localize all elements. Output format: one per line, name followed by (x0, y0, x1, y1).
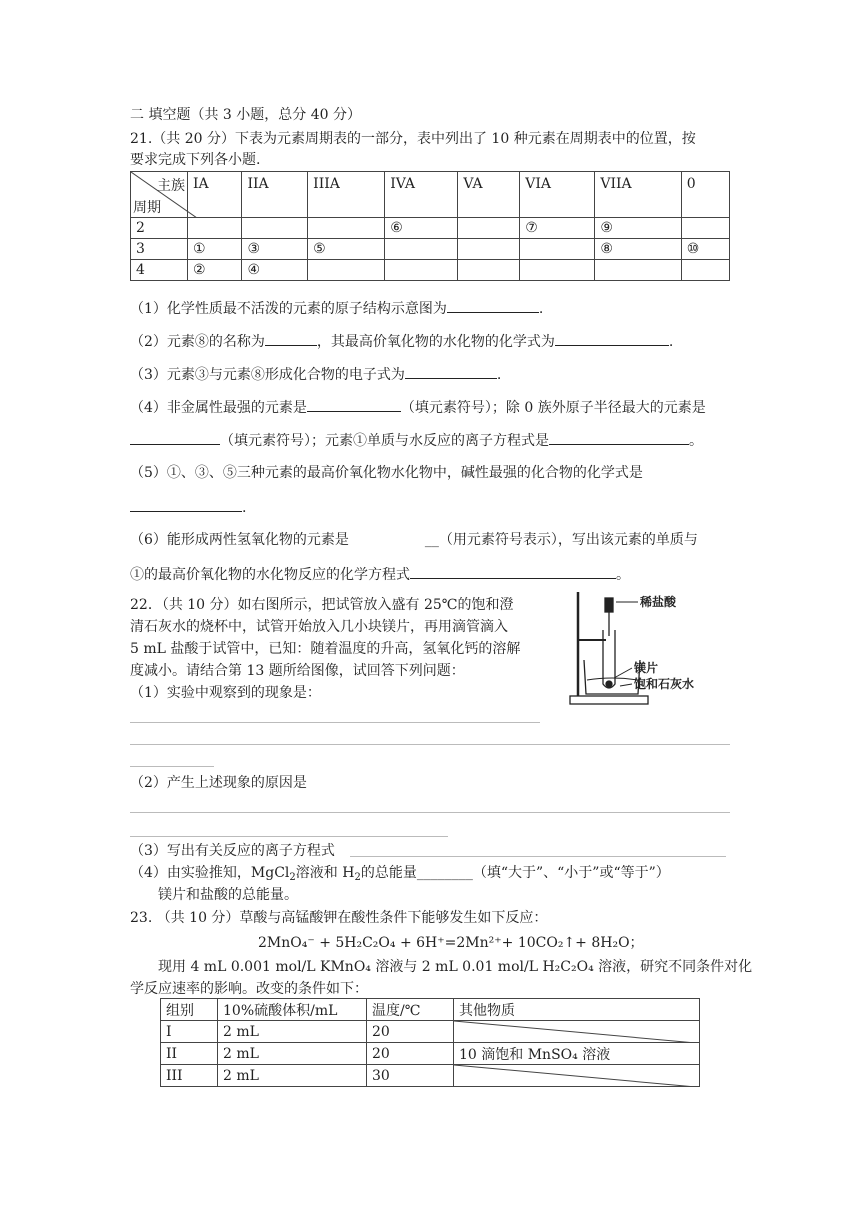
answer-line (130, 812, 730, 813)
element-cell: ⑨ (595, 218, 681, 239)
leader-line (620, 684, 632, 686)
q21-part4-text-b: （填元素符号）；除 0 族外原子半径最大的元素是 (400, 400, 706, 416)
q22-sub2: （2）产生上述现象的原因是 (130, 775, 307, 791)
element-cell (308, 218, 385, 239)
conditions-table (160, 998, 700, 1087)
element-cell: ⑦ (520, 218, 595, 239)
column-header: 组别 (161, 999, 218, 1021)
beaker (584, 660, 640, 694)
element-cell (385, 239, 458, 260)
group-header: IIIA (308, 172, 385, 218)
answer-blank (265, 331, 317, 346)
period-mark: . (538, 301, 544, 317)
answer-blank (405, 364, 497, 379)
q23-line2: 现用 4 mL 0.001 mol/L KMnO₄ 溶液与 2 mL 0.01 mol/L H₂C₂O₄ 溶液，研究不同条件对化 (158, 959, 753, 975)
group-header: VIA (520, 172, 595, 218)
table-cell: 30 (367, 1065, 454, 1087)
table-cell: 10 滴饱和 MnSO₄ 溶液 (454, 1043, 700, 1065)
q22-sub4-line2: 镁片和盐酸的总能量。 (158, 887, 298, 903)
column-header: 10%硫酸体积/mL (218, 999, 367, 1021)
group-header: VIIA (595, 172, 681, 218)
subscript: 2 (354, 872, 361, 883)
lime-water-surface (587, 678, 638, 680)
table-row (161, 1021, 700, 1043)
corner-bottom-label: 周期 (133, 200, 161, 216)
periodic-table (130, 171, 730, 281)
answer-blank (447, 298, 539, 313)
q22-sub3: （3）写出有关反应的离子方程式 (130, 843, 335, 859)
table-cell: I (161, 1021, 218, 1043)
corner-top-label: 主族 (157, 178, 185, 194)
q21-part6-text-a: （6）能形成两性氢氧化物的元素是 (130, 532, 349, 548)
element-cell (188, 218, 242, 239)
section-title: 二 填空题（共 3 小题，总分 40 分） (130, 107, 361, 123)
table-cell: 2 mL (218, 1065, 367, 1087)
q21-part2-text-a: （2）元素⑧的名称为 (130, 334, 265, 350)
element-cell (520, 260, 595, 281)
q21-part2-text-b: ，其最高价氧化物的水化物的化学式为 (316, 334, 555, 350)
q21-part3 (130, 364, 501, 384)
group-header: IVA (385, 172, 458, 218)
q21-part5-line2 (130, 497, 246, 517)
table-row (161, 1043, 700, 1065)
period-cell: 4 (131, 260, 188, 281)
element-cell (520, 239, 595, 260)
q23-equation: 2MnO₄⁻ + 5H₂C₂O₄ + 6H⁺=2Mn²⁺+ 10CO₂↑+ 8H₂O； (258, 935, 644, 951)
element-cell: ⑤ (308, 239, 385, 260)
q21-part6-text-b: __（用元素符号表示），写出该元素的单质与 (424, 532, 698, 548)
q21-intro-line2: 要求完成下列各小题. (130, 152, 261, 168)
subscript: 2 (289, 872, 296, 883)
group-header: 0 (681, 172, 729, 218)
element-cell: ③ (242, 239, 308, 260)
q22-sub4-text-a: （4）由实验推知，MgCl (130, 865, 290, 881)
q21-part4-line1 (130, 397, 706, 417)
element-cell: ① (188, 239, 242, 260)
table-cell: 20 (367, 1021, 454, 1043)
period-mark: . (242, 500, 247, 516)
period-cell: 2 (131, 218, 188, 239)
table-cell: III (161, 1065, 218, 1087)
q21-part5-line1: （5）①、③、⑤三种元素的最高价氧化物水化物中，碱性最强的化合物的化学式是 (130, 465, 643, 481)
label-mg-strip: 镁片 (634, 661, 659, 675)
answer-blank (555, 331, 669, 346)
group-header: IIA (242, 172, 308, 218)
stand-base (570, 696, 648, 704)
q21-part4-line2 (130, 430, 703, 450)
q21-part1 (130, 298, 543, 318)
answer-blank (307, 397, 401, 412)
q23-line1: 23. （共 10 分）草酸与高锰酸钾在酸性条件下能够发生如下反应： (130, 910, 548, 926)
answer-line (130, 836, 448, 837)
q21-part4-text-a: （4）非金属性最强的元素是 (130, 400, 307, 416)
element-cell: ⑧ (595, 239, 681, 260)
column-header: 其他物质 (454, 999, 700, 1021)
element-cell (458, 218, 520, 239)
table-cell-crossed (454, 1021, 700, 1043)
table-row (131, 239, 730, 260)
table-header-row (161, 999, 700, 1021)
element-cell (385, 260, 458, 281)
period-mark: 。 (616, 567, 630, 583)
answer-line (130, 722, 540, 723)
table-cell: II (161, 1043, 218, 1065)
element-cell: ② (188, 260, 242, 281)
label-dilute-hcl: 稀盐酸 (640, 595, 677, 609)
test-tube (603, 630, 615, 688)
q23-line3: 学反应速率的影响。改变的条件如下： (130, 981, 368, 997)
column-header: 温度/℃ (367, 999, 454, 1021)
answer-line (130, 766, 214, 767)
element-cell: ④ (242, 260, 308, 281)
table-row (161, 1065, 700, 1087)
q22-sub4-text-e: 的总能量________（填“大于”、“小于”或“等于”） (360, 865, 670, 881)
element-cell (681, 218, 729, 239)
table-cell: 2 mL (218, 1043, 367, 1065)
answer-blank (130, 497, 242, 512)
table-corner-cell (131, 172, 188, 218)
q21-part6-text-c: ①的最高价氧化物的水化物反应的化学方程式 (130, 567, 410, 583)
magnesium-strips (606, 681, 612, 687)
dropper-bulb (605, 598, 613, 612)
q21-part2 (130, 331, 673, 351)
diagonal-line (454, 1065, 696, 1087)
period-mark: . (668, 334, 674, 350)
diagonal-line (454, 1021, 696, 1043)
q22-sub4 (130, 864, 670, 887)
answer-line (130, 744, 730, 745)
table-row (131, 260, 730, 281)
table-cell: 2 mL (218, 1021, 367, 1043)
table-cell-crossed (454, 1065, 700, 1087)
group-header: IA (188, 172, 242, 218)
element-cell (308, 260, 385, 281)
period-mark: 。 (689, 433, 703, 449)
element-cell (681, 260, 729, 281)
q22-line2: 清石灰水的烧杯中，试管开始放入几小块镁片，再用滴管滴入 (130, 619, 508, 635)
element-cell (458, 260, 520, 281)
q21-intro-line1: 21.（共 20 分）下表为元素周期表的一部分，表中列出了 10 种元素在周期表中的位置，按 (130, 131, 696, 147)
group-header: VA (458, 172, 520, 218)
q21-part6-line2 (130, 564, 630, 584)
q21-part3-text: （3）元素③与元素⑧形成化合物的电子式为 (130, 367, 405, 383)
q22-line4: 度减小。请结合第 13 题所给图像，试回答下列问题： (130, 663, 465, 679)
element-cell: ⑩ (681, 239, 729, 260)
apparatus-figure (556, 588, 732, 716)
answer-blank (130, 430, 220, 445)
q21-part1-text: （1）化学性质最不活泼的元素的原子结构示意图为 (130, 301, 447, 317)
element-cell (458, 239, 520, 260)
table-cell: 20 (367, 1043, 454, 1065)
element-cell: ⑥ (385, 218, 458, 239)
q21-part6-line1 (130, 531, 698, 549)
q22-sub1: （1）实验中观察到的现象是： (130, 685, 321, 701)
period-cell: 3 (131, 239, 188, 260)
table-row (131, 218, 730, 239)
answer-blank (549, 430, 689, 445)
answer-blank (410, 564, 616, 579)
leader-line (614, 668, 632, 678)
label-lime-water: 饱和石灰水 (634, 677, 695, 691)
q22-line1: 22．（共 10 分）如右图所示，把试管放入盛有 25℃的饱和澄 (130, 597, 514, 613)
element-cell (242, 218, 308, 239)
q21-part4-text-c: （填元素符号）；元素①单质与水反应的离子方程式是 (220, 433, 549, 449)
answer-line (350, 856, 726, 857)
period-mark: . (496, 367, 502, 383)
q22-line3: 5 mL 盐酸于试管中，已知：随着温度的升高，氢氧化钙的溶解 (130, 641, 521, 657)
element-cell (595, 260, 681, 281)
q22-sub4-text-c: 溶液和 H (295, 865, 355, 881)
